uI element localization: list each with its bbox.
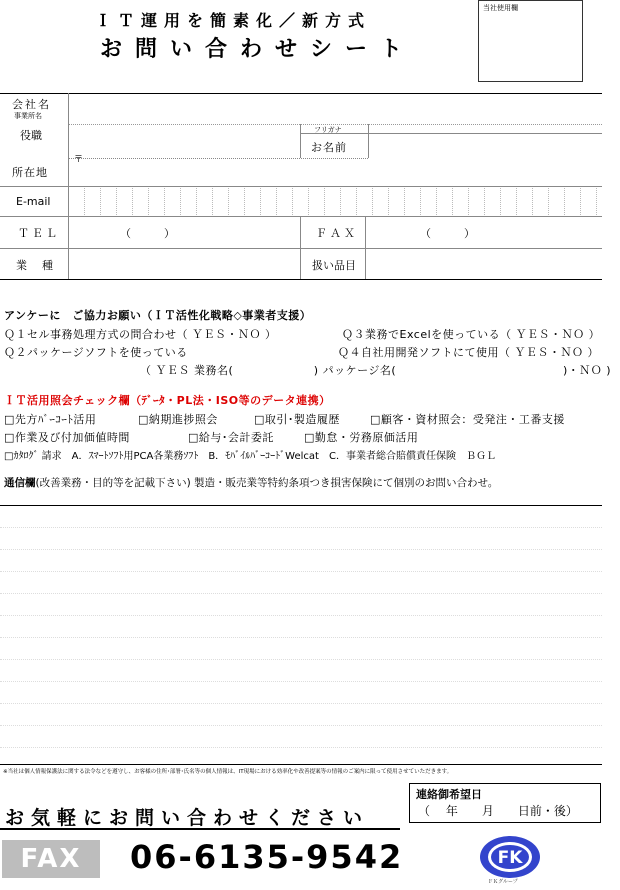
email-cell-divider bbox=[484, 188, 485, 215]
title-line1: ＩＴ運用を簡素化／新方式 bbox=[95, 11, 372, 30]
email-cell-divider bbox=[596, 188, 597, 215]
survey-heading: アンケーに ご協力お願い（ＩＴ活性化戦略◇事業者支援） bbox=[4, 309, 312, 322]
checklist-item: □勤怠・労務原価活用 bbox=[304, 431, 419, 444]
page-title: お問い合わせシート bbox=[100, 37, 416, 62]
fax-number: 06-6135-9542 bbox=[130, 838, 404, 876]
email-cell-divider bbox=[84, 188, 85, 215]
title-label: 役職 bbox=[20, 129, 42, 142]
fax-area-code: （ ） bbox=[420, 227, 475, 240]
email-cell-divider bbox=[468, 188, 469, 215]
company-sub-label: 事業所名 bbox=[14, 112, 42, 120]
company-logo-icon bbox=[478, 835, 542, 879]
contact-date-field: （ 年 月 日前・後） bbox=[418, 804, 578, 818]
survey-q2-end: )・ＮＯ ) bbox=[563, 364, 612, 377]
checklist-heading: ＩＴ活用照会チェック欄（ﾃﾞｰﾀ・PL法・ISO等のデータ連携） bbox=[4, 394, 331, 407]
email-cell-divider bbox=[340, 188, 341, 215]
survey-q4: Ｑ４自社用開発ソフトにて使用（ ＹＥＳ・ＮＯ ） bbox=[338, 346, 599, 359]
comm-text: (改善業務・目的等を記載下さい) 製造・販売業等特約条項つき損害保険にて個別のお問い合わせ。 bbox=[35, 477, 499, 489]
address-label: 所在地 bbox=[12, 166, 48, 179]
fax-label: ＦＡＸ bbox=[316, 227, 358, 240]
checklist-item: □先方ﾊﾞｰｺｰﾄ活用 bbox=[4, 413, 97, 426]
company-label: 会社名 bbox=[12, 98, 51, 111]
industry-label: 業 種 bbox=[16, 259, 55, 272]
email-cell-divider bbox=[292, 188, 293, 215]
email-cell-divider bbox=[420, 188, 421, 215]
email-cell-divider bbox=[276, 188, 277, 215]
comm-heading: 通信欄 bbox=[4, 477, 36, 489]
comm-writing-line bbox=[0, 637, 602, 638]
email-cell-divider bbox=[452, 188, 453, 215]
logo-text: FK bbox=[497, 848, 523, 868]
checklist-item: □作業及び付加価値時間 bbox=[4, 431, 130, 444]
email-cell-divider bbox=[260, 188, 261, 215]
office-use-box bbox=[478, 0, 583, 82]
logo-caption: ＦＫグループ bbox=[488, 879, 518, 885]
divider bbox=[368, 124, 369, 158]
email-cell-divider bbox=[212, 188, 213, 215]
call-us-text: お気軽にお問い合わせください bbox=[5, 807, 370, 829]
comm-writing-line bbox=[0, 571, 602, 572]
email-cell-divider bbox=[132, 188, 133, 215]
checklist-item: □給与･会計委託 bbox=[188, 431, 274, 444]
survey-q2: Ｑ２パッケージソフトを使っている bbox=[4, 346, 188, 359]
email-cell-divider bbox=[180, 188, 181, 215]
comm-section bbox=[4, 475, 498, 490]
comm-writing-line bbox=[0, 659, 602, 660]
divider bbox=[300, 216, 301, 279]
email-label: E-mail bbox=[16, 195, 51, 208]
email-cell-divider bbox=[148, 188, 149, 215]
comm-writing-line bbox=[0, 549, 602, 550]
email-cell-divider bbox=[308, 188, 309, 215]
comm-bottom-border bbox=[0, 764, 602, 765]
divider bbox=[365, 216, 366, 279]
email-cell-divider bbox=[356, 188, 357, 215]
checklist-item: □顧客・資材照会：受発注・工番支援 bbox=[370, 413, 565, 426]
email-cell-divider bbox=[388, 188, 389, 215]
survey-q2-detail: （ ＹＥＳ 業務名( ) パッケージ名( bbox=[140, 364, 397, 377]
office-use-label: 当社使用欄 bbox=[483, 4, 518, 12]
postal-mark: 〒 bbox=[74, 155, 84, 165]
email-cell-divider bbox=[532, 188, 533, 215]
form-top-border bbox=[0, 93, 602, 94]
contact-date-title: 連絡御希望日 bbox=[416, 788, 482, 801]
divider bbox=[68, 93, 69, 279]
checklist-item: □取引･製造履歴 bbox=[254, 413, 340, 426]
survey-q1: Ｑ１セル事務処理方式の問合わせ（ ＹＥＳ・ＮＯ ） bbox=[4, 328, 277, 341]
comm-writing-line bbox=[0, 703, 602, 704]
tel-area-code: （ ） bbox=[120, 227, 175, 240]
divider bbox=[300, 124, 301, 158]
email-cell-divider bbox=[372, 188, 373, 215]
email-cell-divider bbox=[196, 188, 197, 215]
email-cell-divider bbox=[516, 188, 517, 215]
name-label: お名前 bbox=[311, 141, 347, 154]
call-us-underline bbox=[0, 828, 400, 830]
checklist-row3: □ｶﾀﾛｸﾞ 請求 A．ｽﾏｰﾄｿﾌﾄ用PCA各業務ｿﾌﾄ B．ﾓﾊﾞｲﾙﾊﾞｰｺｰﾄﾞWelcat C．事業者総合賠償責任保険 ＢＧＬ bbox=[4, 451, 496, 462]
checklist-item: □納期進捗照会 bbox=[138, 413, 218, 426]
survey-q3: Ｑ３業務でExcelを使っている（ ＹＥＳ・ＮＯ ） bbox=[342, 328, 601, 341]
email-cell-divider bbox=[324, 188, 325, 215]
email-cell-divider bbox=[228, 188, 229, 215]
comm-writing-line bbox=[0, 615, 602, 616]
email-cell-divider bbox=[116, 188, 117, 215]
comm-writing-line bbox=[0, 681, 602, 682]
comm-writing-line bbox=[0, 593, 602, 594]
comm-writing-line bbox=[0, 725, 602, 726]
divider bbox=[68, 158, 368, 159]
tel-label: ＴＥＬ bbox=[18, 227, 60, 240]
email-cell-divider bbox=[500, 188, 501, 215]
email-cell-divider bbox=[436, 188, 437, 215]
comm-writing-line bbox=[0, 527, 602, 528]
divider bbox=[0, 186, 602, 187]
email-cell-divider bbox=[100, 188, 101, 215]
divider bbox=[0, 248, 602, 249]
email-cell-divider bbox=[164, 188, 165, 215]
email-cell-divider bbox=[404, 188, 405, 215]
divider bbox=[0, 216, 602, 217]
email-cell-divider bbox=[244, 188, 245, 215]
comm-top-border bbox=[0, 505, 602, 506]
comm-writing-line bbox=[0, 747, 602, 748]
divider bbox=[300, 133, 602, 134]
contact-date-box bbox=[409, 783, 601, 823]
furigana-label: フリガナ bbox=[314, 126, 342, 134]
products-label: 扱い品目 bbox=[312, 259, 356, 272]
form-bottom-border bbox=[0, 279, 602, 280]
fax-badge: FAX bbox=[2, 840, 100, 878]
email-cell-divider bbox=[580, 188, 581, 215]
privacy-note: ※当社は個人情報保護法に関する法令などを遵守し、お客様の住所･部署･氏名等の個人情報は、IT現場における効率化や改善提案等の情報のご案内に限って使用させていただきます。 bbox=[3, 769, 453, 775]
email-cell-divider bbox=[548, 188, 549, 215]
email-cell-divider bbox=[564, 188, 565, 215]
